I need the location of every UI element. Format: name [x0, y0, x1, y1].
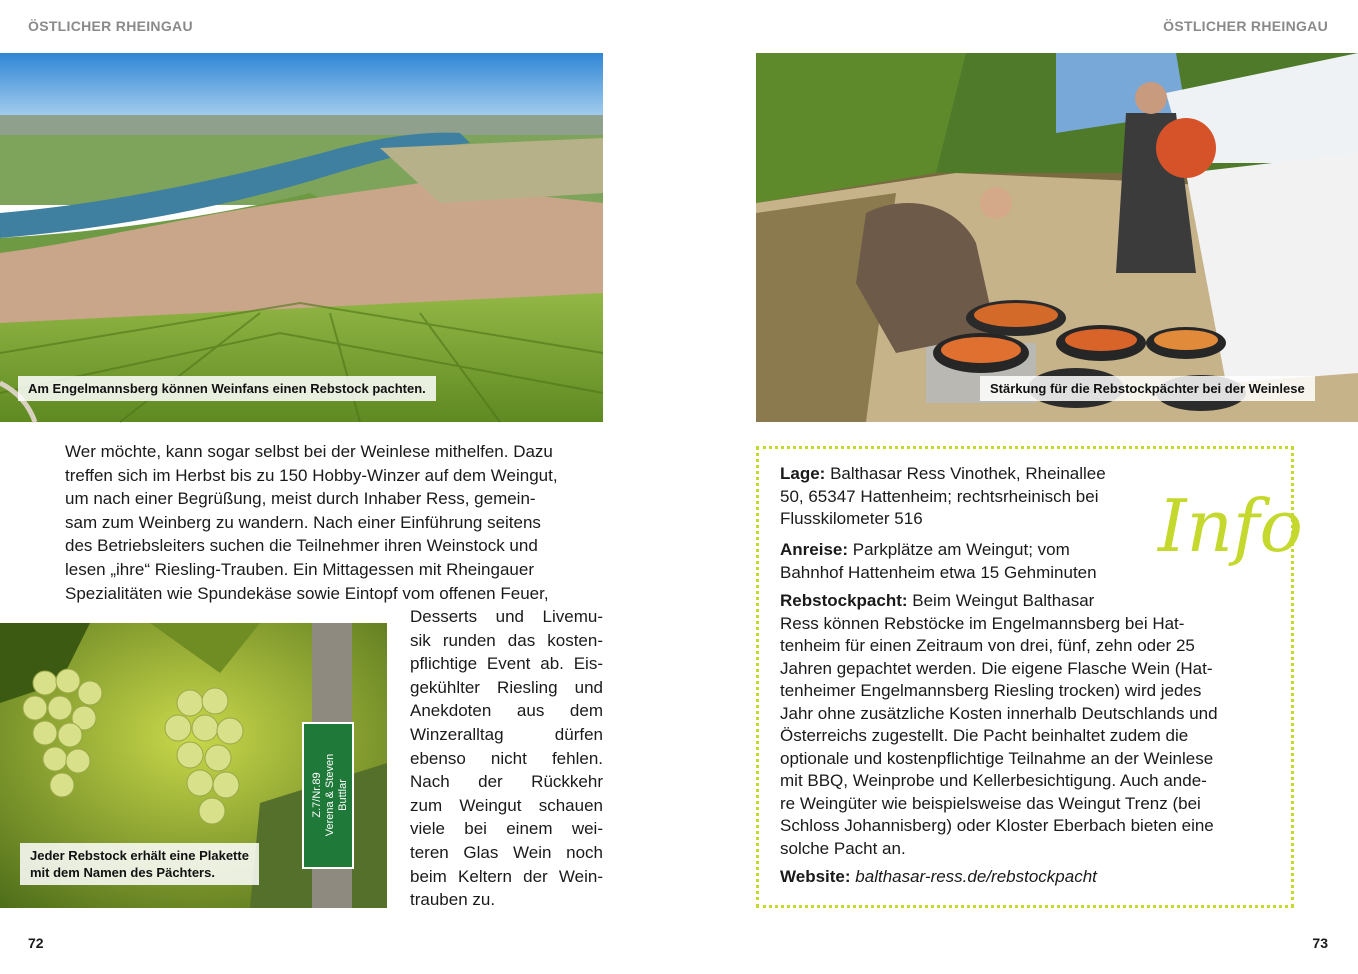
- pacht-line: Schloss Johannisberg) oder Kloster Eberbach bieten eine: [780, 816, 1214, 835]
- body-line: sam zum Weinberg zu wandern. Nach einer Einführung seitens: [65, 512, 541, 532]
- page-number-left: 72: [28, 935, 44, 951]
- anreise-line: Parkplätze am Weingut; vom: [848, 540, 1070, 559]
- pacht-line: Jahren gepachtet werden. Die eigene Flasche Wein (Hat-: [780, 658, 1213, 678]
- column-line: viele bei einem wei-: [410, 819, 603, 839]
- body-text-main: [65, 440, 603, 605]
- lage-line: Balthasar Ress Vinothek, Rheinallee: [825, 464, 1106, 483]
- pacht-line: mit BBQ, Weinprobe und Kellerbesichtigung. Auch ande-: [780, 771, 1207, 790]
- aerial-vineyard-photo: [0, 53, 603, 422]
- info-lage: [780, 463, 1106, 531]
- column-line: sik runden das kosten-: [410, 630, 603, 650]
- website-label: Website:: [780, 867, 851, 886]
- body-line: des Betriebsleiters suchen die Teilnehmer ihren Weinstock und: [65, 536, 538, 556]
- info-website: [780, 866, 1097, 889]
- plaque-line-3: Buttlar: [337, 779, 349, 811]
- page-number-right: 73: [1312, 935, 1328, 951]
- pacht-line: Österreichs zugestellt. Die Pacht beinhaltet zudem die: [780, 726, 1189, 745]
- lage-line: Flusskilometer 516: [780, 509, 923, 528]
- running-head-right: ÖSTLICHER RHEINGAU: [1163, 18, 1328, 34]
- pacht-line: tenheim für einen Zeitraum von drei, fünf, zehn oder 25: [780, 636, 1195, 655]
- lage-line: 50, 65347 Hattenheim; rechtsrheinisch bei: [780, 486, 1099, 506]
- info-rebstockpacht: [780, 590, 1218, 860]
- info-logo-text: Info: [1158, 484, 1303, 568]
- body-line: Wer möchte, kann sogar selbst bei der Weinlese mithelfen. Dazu: [65, 442, 553, 461]
- column-line: zum Weingut schauen: [410, 795, 603, 815]
- body-line: lesen „ihre“ Riesling-Trauben. Ein Mittagessen mit Rheingauer: [65, 559, 534, 579]
- anreise-line: Bahnhof Hattenheim etwa 15 Gehminuten: [780, 562, 1097, 582]
- aerial-photo-caption: Am Engelmannsberg können Weinfans einen Rebstock pachten.: [18, 376, 436, 401]
- cooking-photo-caption: Stärkung für die Rebstockpächter bei der Weinlese: [980, 376, 1315, 401]
- pacht-line: Ress können Rebstöcke im Engelmannsberg bei Hat-: [780, 613, 1185, 633]
- plaque-line-1: Z.7/Nr.89: [311, 772, 323, 818]
- pacht-line: optionale und kostenpflichtige Teilnahme an der Weinlese: [780, 748, 1214, 768]
- website-link[interactable]: balthasar-ress.de/rebstockpacht: [855, 867, 1097, 886]
- column-line: Anekdoten aus dem: [410, 701, 603, 721]
- info-logo: [1154, 471, 1303, 568]
- column-line: ebenso nicht fehlen.: [410, 748, 603, 768]
- pacht-line: Beim Weingut Balthasar: [907, 591, 1095, 610]
- anreise-label: Anreise:: [780, 540, 849, 559]
- name-plaque: [303, 723, 353, 868]
- column-line: Nach der Rückkehr: [410, 772, 603, 792]
- column-line: Desserts und Livemu-: [410, 607, 603, 626]
- pacht-line: Jahr ohne zusätzliche Kosten innerhalb Deutschlands und: [780, 703, 1218, 723]
- grapes-photo-caption: [20, 843, 259, 885]
- column-line: Winzeralltag dürfen: [410, 724, 603, 744]
- pacht-line: re Weingüter wie beispielsweise das Weingut Trenz (bei: [780, 793, 1201, 813]
- body-line: um nach einer Begrüßung, meist durch Inhaber Ress, gemein-: [65, 489, 536, 509]
- pacht-line: solche Pacht an.: [780, 838, 906, 858]
- body-line: treffen sich im Herbst bis zu 150 Hobby-Winzer auf dem Weingut,: [65, 465, 558, 485]
- info-anreise: [780, 539, 1097, 584]
- caption-line: Jeder Rebstock erhält eine Plakette: [30, 848, 249, 863]
- pacht-line: tenheimer Engelmannsberg Riesling trocken) wird jedes: [780, 681, 1202, 700]
- info-box: [756, 446, 1303, 908]
- lage-label: Lage:: [780, 464, 826, 483]
- cooking-event-photo: [756, 53, 1358, 422]
- pacht-label: Rebstockpacht:: [780, 591, 908, 610]
- column-line: pflichtige Event ab. Eis-: [410, 654, 603, 674]
- column-line: beim Keltern der Wein-: [410, 866, 603, 886]
- body-line: Spezialitäten wie Spundekäse sowie Eintopf vom offenen Feuer,: [65, 583, 549, 603]
- caption-line: mit dem Namen des Pächters.: [30, 865, 215, 880]
- running-head-left: ÖSTLICHER RHEINGAU: [28, 18, 193, 34]
- plaque-line-2: Verena & Steven: [324, 753, 336, 837]
- column-line: teren Glas Wein noch: [410, 842, 603, 862]
- body-text-column: [410, 605, 603, 912]
- column-line: gekühlter Riesling und: [410, 677, 603, 697]
- column-line: trauben zu.: [410, 890, 496, 910]
